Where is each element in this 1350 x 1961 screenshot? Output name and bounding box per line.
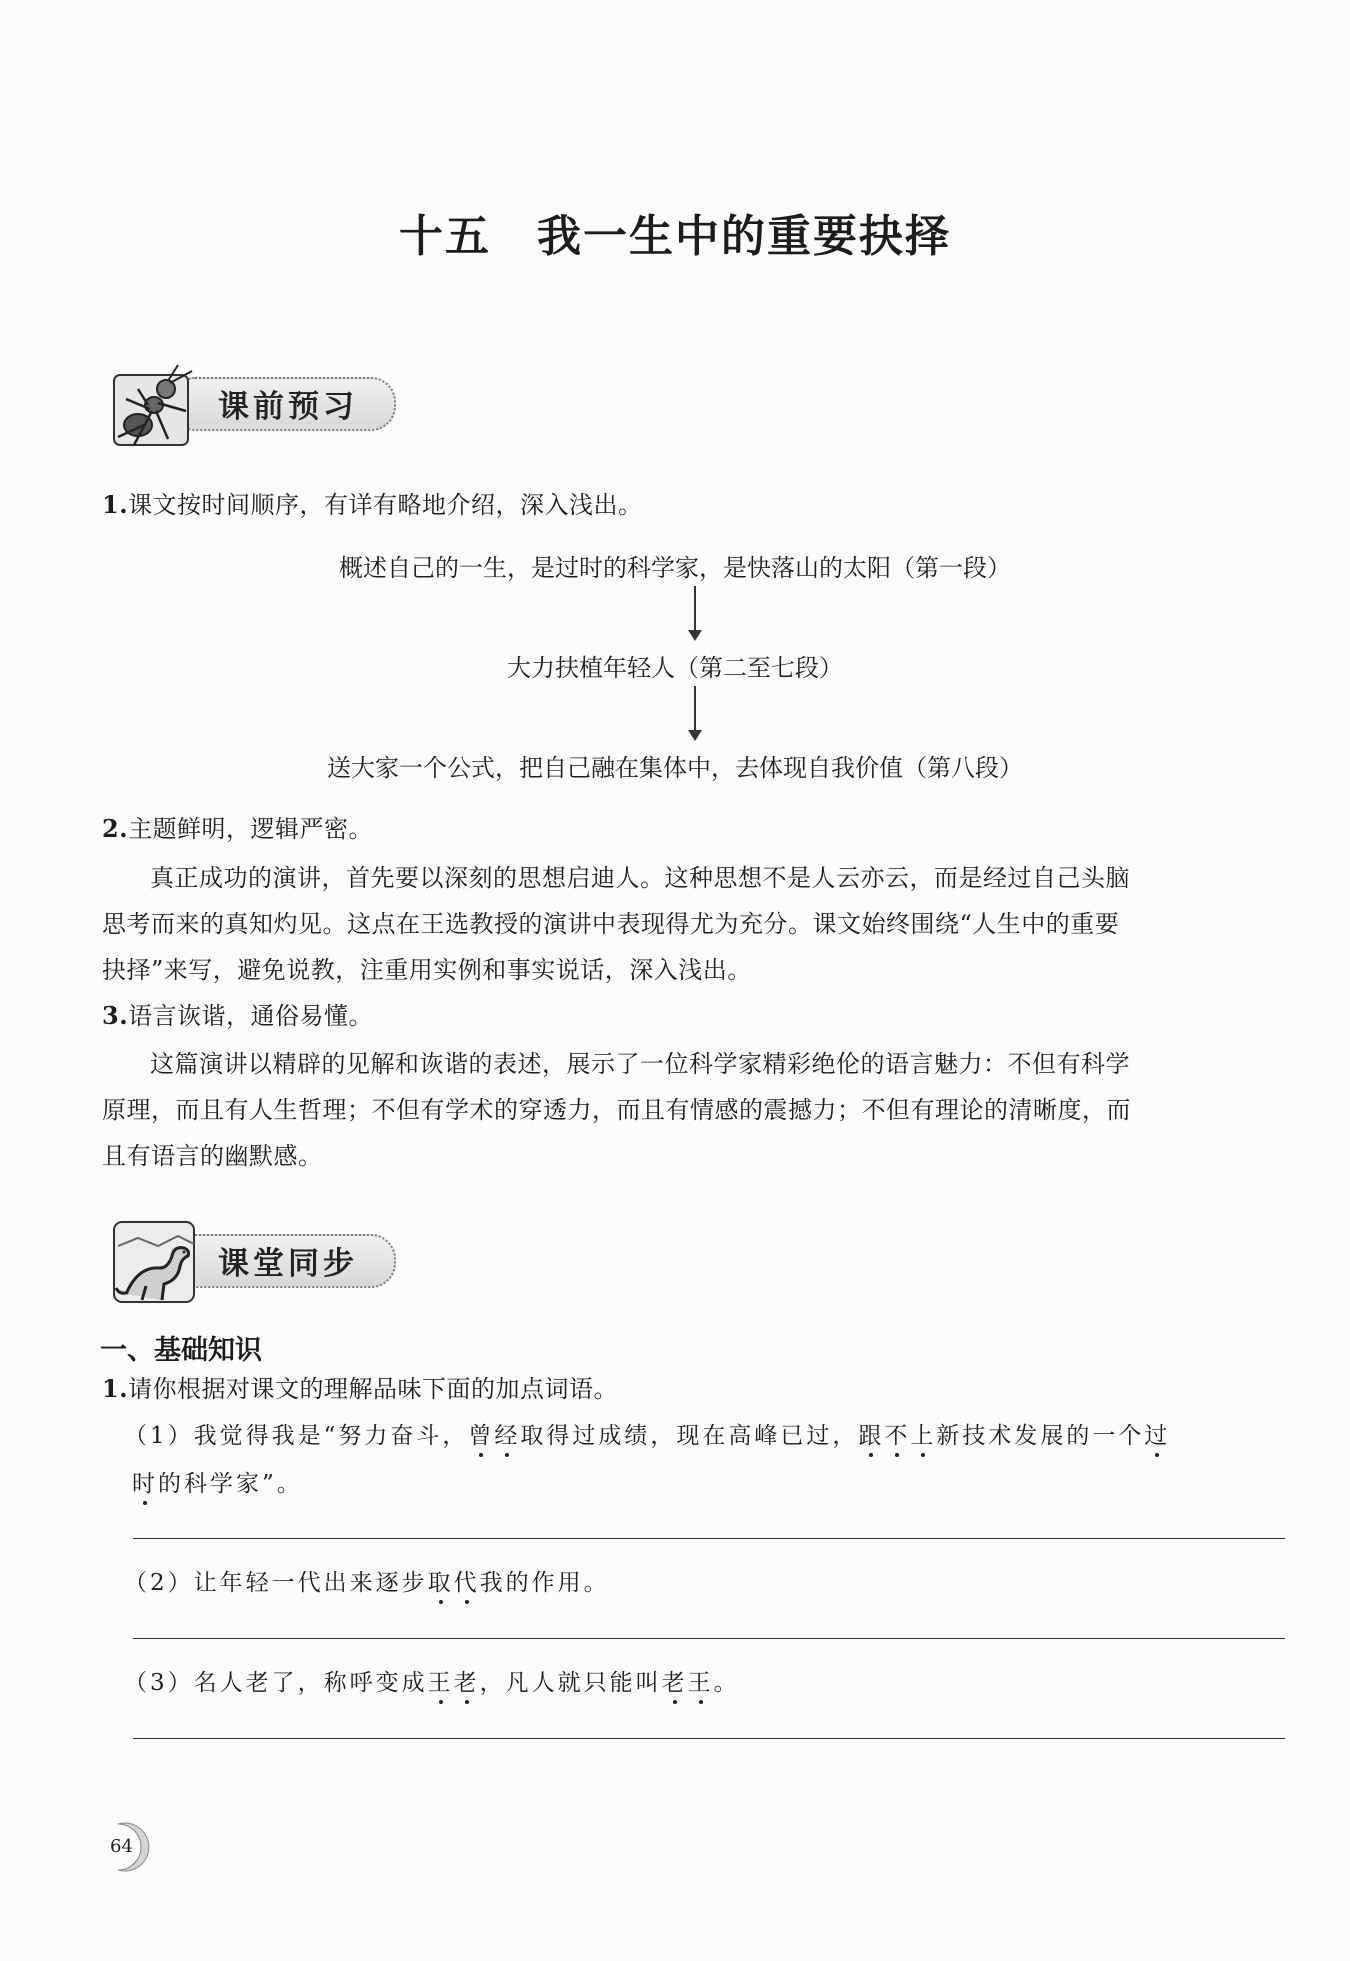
point-2 <box>102 806 373 852</box>
sub-item-text: 我觉得我是“努力奋斗， <box>193 1423 469 1449</box>
point-3-heading: 语言诙谐，通俗易懂。 <box>128 1002 374 1030</box>
answer-line-2[interactable] <box>133 1638 1285 1639</box>
dotted-char: 代 <box>453 1570 480 1596</box>
sub-item-label: （1） <box>124 1423 194 1449</box>
part-heading: 一、基础知识 <box>100 1335 262 1366</box>
sub-item-text: 的科学家”。 <box>158 1471 303 1497</box>
dotted-word <box>858 1423 936 1449</box>
sub-item-text: 新技术发展的一个 <box>936 1423 1145 1449</box>
point-1-number: 1. <box>102 490 129 519</box>
point-2-line-3: 抉择”来写，避免说教，注重用实例和事实说话，深入浅出。 <box>102 956 752 984</box>
flow-arrow-1 <box>694 586 696 630</box>
sub-item-label: （2） <box>124 1570 194 1596</box>
dotted-word <box>428 1670 480 1696</box>
sub-item-text: 让年轻一代出来逐步 <box>193 1570 428 1596</box>
banner-label: 课前预习 <box>218 389 358 425</box>
dotted-chars <box>468 1423 520 1449</box>
flow-step-2: 大力扶植年轻人（第二至七段） <box>507 654 843 682</box>
ant-icon <box>108 359 204 451</box>
dotted-word <box>132 1471 158 1497</box>
sub-item-text: ，凡人就只能叫 <box>479 1670 662 1696</box>
chapter-number: 十五 <box>399 211 491 262</box>
dotted-char: 取 <box>427 1570 454 1596</box>
point-2-number: 2. <box>102 814 129 843</box>
question-1-text: 请你根据对课文的理解品味下面的加点词语。 <box>128 1375 619 1403</box>
dotted-char: 王 <box>427 1670 454 1696</box>
question-1 <box>102 1366 618 1412</box>
sub-item-label: （3） <box>124 1670 194 1696</box>
dotted-word <box>468 1423 520 1449</box>
point-2-line-2: 思考而来的真知灼见。这点在王选教授的演讲中表现得尤为充分。课文始终围绕“人生中的重要 <box>102 910 1120 938</box>
point-3-line-3: 且有语言的幽默感。 <box>102 1142 323 1170</box>
chapter-title-text: 我一生中的重要抉择 <box>537 211 951 262</box>
point-3-line-2: 原理，而且有人生哲理；不但有学术的穿透力，而且有情感的震撼力；不但有理论的清晰度，而 <box>102 1096 1131 1124</box>
section-banner-classroom <box>100 1212 400 1312</box>
dotted-char: 老 <box>661 1670 688 1696</box>
sub-item-text: 取得过成绩，现在高峰已过， <box>520 1423 859 1449</box>
dotted-char: 王 <box>687 1670 714 1696</box>
flow-arrowhead-1 <box>688 630 702 641</box>
dotted-word <box>428 1570 480 1596</box>
dotted-char: 跟 <box>858 1423 885 1449</box>
dotted-word <box>1144 1423 1170 1449</box>
sub-item-1-line-1 <box>124 1413 1170 1459</box>
sub-item-text: 名人老了，称呼变成 <box>193 1670 428 1696</box>
point-1 <box>102 482 643 528</box>
dotted-char: 过 <box>1144 1423 1171 1449</box>
dotted-char: 经 <box>494 1423 521 1449</box>
page-number: 64 <box>110 1836 133 1857</box>
sub-item-1-line-2 <box>132 1461 303 1507</box>
dotted-char: 时 <box>132 1471 158 1497</box>
point-2-heading: 主题鲜明，逻辑严密。 <box>128 815 374 843</box>
point-3-line-1: 这篇演讲以精辟的见解和诙谐的表述，展示了一位科学家精彩绝伦的语言魅力：不但有科学 <box>150 1050 1130 1078</box>
section-banner-preview <box>100 355 400 455</box>
sub-item-3 <box>124 1660 740 1706</box>
banner-label: 课堂同步 <box>218 1246 358 1282</box>
point-3 <box>102 993 373 1039</box>
dotted-word <box>662 1670 714 1696</box>
dotted-char: 老 <box>453 1670 480 1696</box>
point-2-line-1: 真正成功的演讲，首先要以深刻的思想启迪人。这种思想不是人云亦云，而是经过自己头脑 <box>150 864 1130 892</box>
page-title <box>0 200 1350 264</box>
dinosaur-icon <box>108 1216 204 1308</box>
flow-arrowhead-2 <box>688 730 702 741</box>
dotted-char: 不 <box>884 1423 911 1449</box>
page-number-badge <box>100 1820 154 1874</box>
sub-item-text: 。 <box>713 1670 740 1696</box>
sub-item-text: 我的作用。 <box>479 1570 610 1596</box>
question-1-number: 1. <box>102 1374 129 1403</box>
answer-line-3[interactable] <box>133 1738 1285 1739</box>
dotted-char: 上 <box>910 1423 937 1449</box>
flow-step-1: 概述自己的一生，是过时的科学家，是快落山的太阳（第一段） <box>339 554 1011 582</box>
sub-item-2 <box>124 1560 610 1606</box>
point-1-text: 课文按时间顺序，有详有略地介绍，深入浅出。 <box>128 491 643 519</box>
point-3-number: 3. <box>102 1001 129 1030</box>
flow-arrow-2 <box>694 686 696 730</box>
flow-step-3: 送大家一个公式，把自己融在集体中，去体现自我价值（第八段） <box>327 754 1023 782</box>
dotted-char: 曾 <box>468 1423 495 1449</box>
answer-line-1[interactable] <box>133 1538 1285 1539</box>
